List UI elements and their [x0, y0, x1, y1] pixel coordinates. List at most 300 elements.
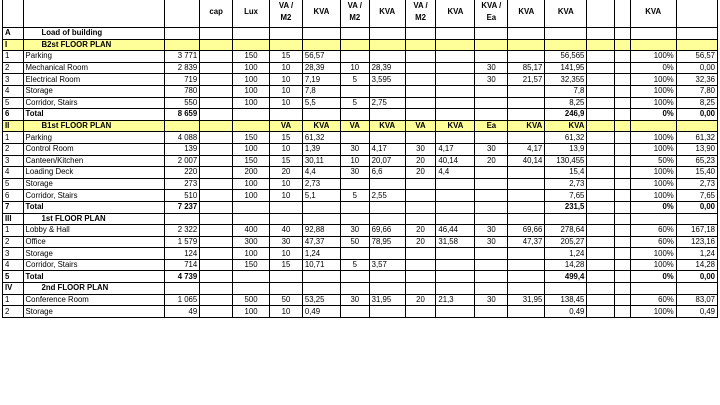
cell: 1,24	[302, 248, 340, 260]
cell	[436, 85, 475, 97]
cell: 3,57	[369, 259, 405, 271]
cell	[405, 201, 436, 213]
cell: 100%	[630, 85, 676, 97]
cell: 46,44	[436, 225, 475, 237]
row-number: 2	[3, 236, 24, 248]
table-row	[3, 201, 718, 213]
cell: 30	[475, 74, 508, 86]
cell	[615, 85, 630, 97]
table-row	[3, 97, 718, 109]
header-text: KVA	[379, 7, 396, 16]
cell: 8 659	[165, 109, 200, 121]
header-cell	[302, 0, 340, 28]
row-name: Parking	[23, 51, 165, 63]
cell: 30	[340, 167, 369, 179]
row-number: 5	[3, 178, 24, 190]
cell: 0,49	[676, 306, 717, 318]
header-cell	[340, 0, 369, 28]
cell	[508, 190, 545, 202]
row-name: Corridor, Stairs	[23, 190, 165, 202]
cell	[615, 155, 630, 167]
cell	[233, 39, 270, 51]
header-text: cap	[209, 7, 223, 16]
cell: 31,95	[369, 294, 405, 306]
cell	[369, 132, 405, 144]
cell	[233, 28, 270, 40]
cell	[545, 39, 587, 51]
cell	[200, 39, 233, 51]
cell	[405, 306, 436, 318]
cell: 53,25	[302, 294, 340, 306]
cell	[508, 178, 545, 190]
cell	[508, 271, 545, 283]
cell: 20,07	[369, 155, 405, 167]
cell	[340, 306, 369, 318]
cell	[587, 271, 615, 283]
cell	[340, 132, 369, 144]
cell	[587, 120, 615, 132]
cell	[475, 259, 508, 271]
cell: 4,17	[508, 143, 545, 155]
cell: 780	[165, 85, 200, 97]
row-name: Control Room	[23, 143, 165, 155]
cell	[475, 39, 508, 51]
cell	[587, 62, 615, 74]
cell	[615, 294, 630, 306]
cell: 100	[233, 248, 270, 260]
cell: 100%	[630, 51, 676, 63]
cell: 100	[233, 85, 270, 97]
cell: 13,9	[545, 143, 587, 155]
cell	[508, 51, 545, 63]
cell: 50%	[630, 155, 676, 167]
cell	[369, 283, 405, 295]
cell: 10	[270, 62, 303, 74]
cell: 4 739	[165, 271, 200, 283]
cell	[587, 236, 615, 248]
cell	[436, 259, 475, 271]
cell: 0,49	[302, 306, 340, 318]
cell	[508, 283, 545, 295]
cell	[340, 248, 369, 260]
row-number: 1	[3, 294, 24, 306]
cell: 56,565	[545, 51, 587, 63]
table-row	[3, 259, 718, 271]
cell: 20	[270, 167, 303, 179]
cell	[508, 85, 545, 97]
cell	[615, 236, 630, 248]
header-text: VA /	[347, 1, 362, 10]
cell	[615, 62, 630, 74]
cell: 10	[270, 143, 303, 155]
cell: 100%	[630, 259, 676, 271]
row-name: Lobby & Hall	[23, 225, 165, 237]
row-number: 3	[3, 155, 24, 167]
cell	[615, 190, 630, 202]
cell: VA	[270, 120, 303, 132]
cell	[508, 97, 545, 109]
row-number: 5	[3, 271, 24, 283]
cell: KVA	[302, 120, 340, 132]
cell: KVA	[369, 120, 405, 132]
cell	[340, 178, 369, 190]
cell: 5	[340, 74, 369, 86]
cell	[587, 74, 615, 86]
cell	[475, 271, 508, 283]
cell: 0,00	[676, 201, 717, 213]
cell	[615, 132, 630, 144]
cell: 60%	[630, 236, 676, 248]
cell: 30	[340, 143, 369, 155]
cell: 15	[270, 155, 303, 167]
cell	[436, 306, 475, 318]
cell	[405, 213, 436, 225]
cell: 205,27	[545, 236, 587, 248]
cell: 150	[233, 155, 270, 167]
cell: 15	[270, 132, 303, 144]
row-name: Storage	[23, 85, 165, 97]
cell	[369, 85, 405, 97]
cell	[270, 213, 303, 225]
cell: 10	[270, 97, 303, 109]
cell: 30	[475, 225, 508, 237]
cell: 100	[233, 143, 270, 155]
cell: 30	[405, 143, 436, 155]
cell	[545, 283, 587, 295]
cell: 10	[270, 74, 303, 86]
cell	[302, 283, 340, 295]
cell	[630, 213, 676, 225]
cell	[200, 306, 233, 318]
header-cell	[475, 0, 508, 28]
cell	[436, 271, 475, 283]
cell	[302, 39, 340, 51]
header-cell	[615, 0, 630, 28]
cell: 10	[270, 248, 303, 260]
cell: 499,4	[545, 271, 587, 283]
cell: 92,88	[302, 225, 340, 237]
cell: 0%	[630, 271, 676, 283]
cell: 15	[270, 259, 303, 271]
cell: 56,57	[302, 51, 340, 63]
cell	[587, 283, 615, 295]
cell: 2 322	[165, 225, 200, 237]
cell: 69,66	[369, 225, 405, 237]
cell	[475, 167, 508, 179]
cell: 7,19	[302, 74, 340, 86]
cell: 0%	[630, 62, 676, 74]
cell: 2,73	[545, 178, 587, 190]
cell: 100	[233, 97, 270, 109]
cell	[508, 28, 545, 40]
cell	[587, 248, 615, 260]
cell	[436, 62, 475, 74]
cell	[436, 283, 475, 295]
cell	[436, 178, 475, 190]
row-name: Load of building	[23, 28, 165, 40]
cell	[436, 74, 475, 86]
cell: 56,57	[676, 51, 717, 63]
cell: 21,57	[508, 74, 545, 86]
cell: 7 237	[165, 201, 200, 213]
cell: 100	[233, 306, 270, 318]
cell: 5	[340, 190, 369, 202]
cell	[436, 28, 475, 40]
cell: 4 088	[165, 132, 200, 144]
cell	[340, 283, 369, 295]
cell	[615, 271, 630, 283]
cell: 7,80	[676, 85, 717, 97]
cell: 30	[475, 62, 508, 74]
cell	[233, 201, 270, 213]
cell	[369, 213, 405, 225]
cell	[475, 28, 508, 40]
cell: 13,90	[676, 143, 717, 155]
cell	[587, 259, 615, 271]
cell	[270, 271, 303, 283]
row-name: Mechanical Room	[23, 62, 165, 74]
cell: 50	[340, 236, 369, 248]
cell: 4,4	[436, 167, 475, 179]
table-row	[3, 213, 718, 225]
cell	[200, 225, 233, 237]
table-row	[3, 306, 718, 318]
cell: 10	[340, 155, 369, 167]
cell	[340, 28, 369, 40]
cell: 21,3	[436, 294, 475, 306]
cell: 130,455	[545, 155, 587, 167]
row-number: 1	[3, 225, 24, 237]
header-cell	[270, 0, 303, 28]
cell: 5	[340, 97, 369, 109]
cell: 15	[270, 51, 303, 63]
cell	[369, 271, 405, 283]
cell	[200, 236, 233, 248]
cell	[165, 213, 200, 225]
cell: 30	[340, 294, 369, 306]
cell	[200, 248, 233, 260]
cell: 20	[405, 294, 436, 306]
cell	[200, 28, 233, 40]
row-number: IV	[3, 283, 24, 295]
cell	[340, 213, 369, 225]
cell: 0%	[630, 109, 676, 121]
cell	[200, 132, 233, 144]
cell: 1,39	[302, 143, 340, 155]
cell	[200, 51, 233, 63]
cell	[436, 39, 475, 51]
cell	[475, 306, 508, 318]
cell: 100%	[630, 132, 676, 144]
cell	[436, 132, 475, 144]
cell: 300	[233, 236, 270, 248]
cell: 100%	[630, 74, 676, 86]
cell: 100	[233, 178, 270, 190]
cell: 0,00	[676, 109, 717, 121]
cell: 30	[270, 236, 303, 248]
table-row	[3, 143, 718, 155]
cell	[475, 213, 508, 225]
cell	[405, 178, 436, 190]
cell	[405, 85, 436, 97]
cell: 5,5	[302, 97, 340, 109]
table-row	[3, 236, 718, 248]
cell	[615, 213, 630, 225]
cell: 40,14	[508, 155, 545, 167]
cell	[630, 28, 676, 40]
header-cell	[436, 0, 475, 28]
row-name: Storage	[23, 178, 165, 190]
cell	[302, 201, 340, 213]
cell	[200, 178, 233, 190]
cell	[200, 120, 233, 132]
row-number: 3	[3, 248, 24, 260]
cell	[508, 167, 545, 179]
cell: 100	[233, 62, 270, 74]
row-name: Canteen/Kitchen	[23, 155, 165, 167]
cell: 100%	[630, 306, 676, 318]
cell	[475, 85, 508, 97]
header-text: KVA	[518, 7, 535, 16]
cell: 20	[475, 155, 508, 167]
cell: 4,17	[369, 143, 405, 155]
row-name: Parking	[23, 132, 165, 144]
cell: 14,28	[545, 259, 587, 271]
cell: 1,24	[676, 248, 717, 260]
row-name: Office	[23, 236, 165, 248]
cell: 141,95	[545, 62, 587, 74]
table-row	[3, 190, 718, 202]
row-number: 2	[3, 62, 24, 74]
cell: 123,16	[676, 236, 717, 248]
cell	[405, 259, 436, 271]
cell	[508, 132, 545, 144]
header-text: M2	[415, 13, 426, 22]
table-row	[3, 120, 718, 132]
cell	[436, 201, 475, 213]
cell	[676, 120, 717, 132]
row-name: 2nd FLOOR PLAN	[23, 283, 165, 295]
cell	[615, 39, 630, 51]
header-cell	[200, 0, 233, 28]
cell	[233, 271, 270, 283]
row-number: III	[3, 213, 24, 225]
row-name: Storage	[23, 306, 165, 318]
cell	[436, 190, 475, 202]
cell: 7,8	[302, 85, 340, 97]
cell	[676, 213, 717, 225]
cell	[200, 85, 233, 97]
header-cell	[587, 0, 615, 28]
cell	[475, 248, 508, 260]
cell: 100%	[630, 190, 676, 202]
cell	[587, 201, 615, 213]
cell	[587, 28, 615, 40]
cell	[340, 271, 369, 283]
cell: 0,49	[545, 306, 587, 318]
cell: 1,24	[545, 248, 587, 260]
cell: 10	[270, 190, 303, 202]
cell	[615, 283, 630, 295]
header-cell	[508, 0, 545, 28]
cell	[587, 190, 615, 202]
cell	[630, 39, 676, 51]
header-cell	[405, 0, 436, 28]
cell: 40,14	[436, 155, 475, 167]
cell: 714	[165, 259, 200, 271]
header-text: KVA	[447, 7, 464, 16]
cell: 31,58	[436, 236, 475, 248]
cell: 150	[233, 132, 270, 144]
cell	[587, 213, 615, 225]
cell	[369, 109, 405, 121]
table-row	[3, 85, 718, 97]
cell	[200, 271, 233, 283]
cell: 32,355	[545, 74, 587, 86]
cell: 5	[340, 259, 369, 271]
cell	[587, 225, 615, 237]
cell	[587, 132, 615, 144]
cell	[508, 109, 545, 121]
cell	[200, 97, 233, 109]
cell	[200, 201, 233, 213]
header-row	[3, 0, 718, 28]
header-text: VA /	[278, 1, 294, 10]
cell: VA	[340, 120, 369, 132]
cell: 100	[233, 74, 270, 86]
cell: 1 579	[165, 236, 200, 248]
cell: 15,40	[676, 167, 717, 179]
cell	[340, 109, 369, 121]
cell	[615, 143, 630, 155]
row-number: 2	[3, 306, 24, 318]
row-number: 4	[3, 259, 24, 271]
cell	[587, 178, 615, 190]
cell	[405, 132, 436, 144]
cell: 28,39	[369, 62, 405, 74]
row-name: Total	[23, 109, 165, 121]
cell: 15,4	[545, 167, 587, 179]
cell	[615, 120, 630, 132]
cell	[200, 190, 233, 202]
table-row	[3, 167, 718, 179]
cell	[676, 39, 717, 51]
row-name: Total	[23, 271, 165, 283]
cell: 200	[233, 167, 270, 179]
cell	[270, 283, 303, 295]
cell	[587, 143, 615, 155]
cell: 0,00	[676, 271, 717, 283]
table-row	[3, 74, 718, 86]
cell	[369, 178, 405, 190]
cell	[369, 248, 405, 260]
header-text: KVA /	[481, 1, 502, 10]
cell: 100%	[630, 97, 676, 109]
cell: 31,95	[508, 294, 545, 306]
cell: 20	[405, 236, 436, 248]
cell: 500	[233, 294, 270, 306]
table-row	[3, 271, 718, 283]
cell	[615, 201, 630, 213]
cell	[369, 306, 405, 318]
cell	[405, 74, 436, 86]
cell: 719	[165, 74, 200, 86]
cell	[508, 259, 545, 271]
cell: 150	[233, 51, 270, 63]
cell	[405, 109, 436, 121]
cell: 14,28	[676, 259, 717, 271]
cell	[436, 248, 475, 260]
